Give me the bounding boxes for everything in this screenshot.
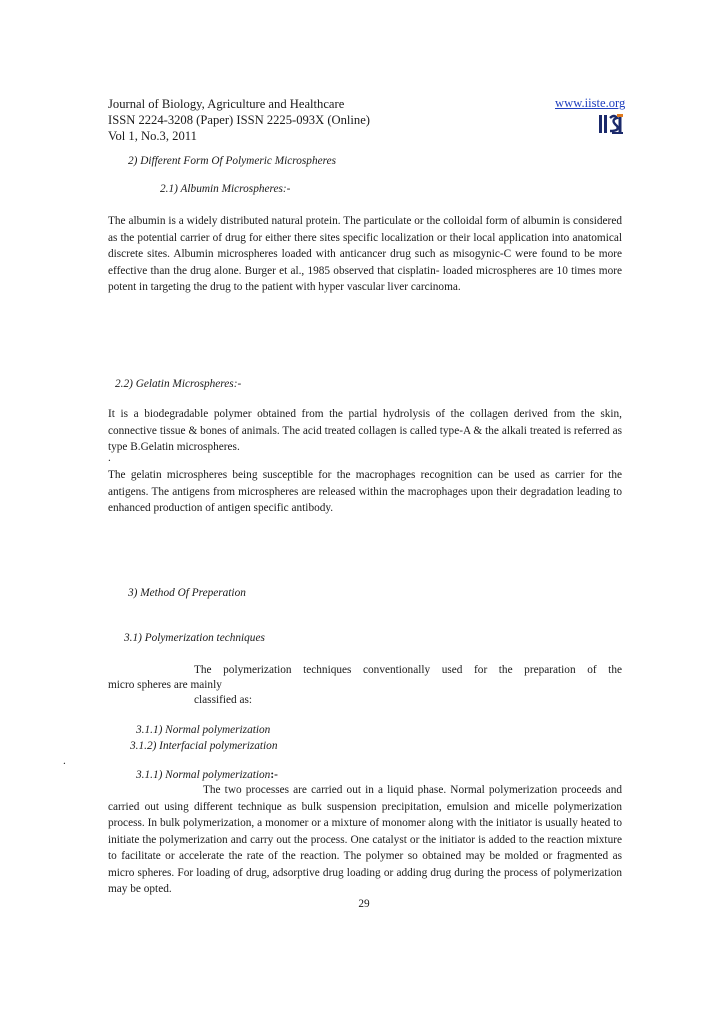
issn-line: ISSN 2224-3208 (Paper) ISSN 2225-093X (Online) [108, 113, 370, 127]
section-3-1-1-heading [136, 769, 278, 781]
section-3-1-heading: 3.1) Polymerization techniques [124, 632, 265, 644]
section-3-1-1-heading-text: 3.1.1) Normal polymerization [136, 769, 271, 781]
gelatin-paragraph-2: The gelatin microspheres being susceptible for the macrophages recognition can be used as carrier for the antigens. The antigens from microspheres are released within the macrophages upon their degradation leading to enhanced production of antigen specific antibody. [108, 469, 622, 514]
section-2-1-heading: 2.1) Albumin Microspheres:- [160, 183, 291, 195]
margin-dot: . [63, 755, 66, 767]
polymerization-intro-line-2: micro spheres are mainly [108, 679, 222, 691]
section-2-heading: 2) Different Form Of Polymeric Microspheres [128, 155, 337, 167]
page-number: 29 [358, 898, 370, 910]
polymerization-intro-line-1: The polymerization techniques conventionally used for the preparation of the [194, 664, 622, 676]
journal-title: Journal of Biology, Agriculture and Healthcare [108, 97, 345, 111]
journal-url-link[interactable]: www.iiste.org [555, 96, 626, 110]
iiste-logo [598, 112, 624, 136]
section-2-2-heading: 2.2) Gelatin Microspheres:- [115, 378, 242, 390]
volume-line: Vol 1, No.3, 2011 [108, 129, 197, 143]
albumin-paragraph: The albumin is a widely distributed natural protein. The particulate or the colloidal form of albumin is considered as the potential carrier of drug for either there sites specific localization or their local application into anatomical discrete sites. Albumin microspheres loaded with anticancer drug such as misogynic-C were found to be more effective than the drug alone. Burger et al., 1985 observed that cisplatin- loaded microspheres are 10 times more potent in targeting the drug to the patient with hyper vascular liver carcinoma. [108, 215, 622, 293]
gelatin-paragraph-1: It is a biodegradable polymer obtained from the partial hydrolysis of the collagen derived from the skin, connective tissue & bones of animals. The acid treated collagen is called type-A & the alkali treated is referred as type B.Gelatin microspheres. [108, 408, 622, 453]
stray-dot: . [108, 452, 111, 464]
section-3-heading: 3) Method Of Preperation [128, 587, 246, 599]
section-3-1-1-heading-suffix: :- [270, 769, 278, 781]
normal-polymerization-paragraph: The two processes are carried out in a liquid phase. Normal polymerization proceeds and carried out using different technique as bulk suspension precipitation, emulsion and micelle polymerization process. In bulk polymerization, a monomer or a mixture of monomer along with the initiator is usually heated to initiate the polymerization and carry out the process. One catalyst or the initiator is added to the reaction mixture to facilitate or accelerate the rate of the reaction. The polymer so obtained may be molded or fragmented as micro spheres. For loading of drug, adsorptive drug loading or adding drug during the process of polymerization may be opted. [108, 784, 622, 895]
list-item-normal-polymerization: 3.1.1) Normal polymerization [136, 724, 271, 736]
polymerization-intro-line-3: classified as: [194, 694, 253, 706]
list-item-interfacial-polymerization: 3.1.2) Interfacial polymerization [130, 740, 278, 752]
iiste-logo-icon [598, 112, 624, 136]
